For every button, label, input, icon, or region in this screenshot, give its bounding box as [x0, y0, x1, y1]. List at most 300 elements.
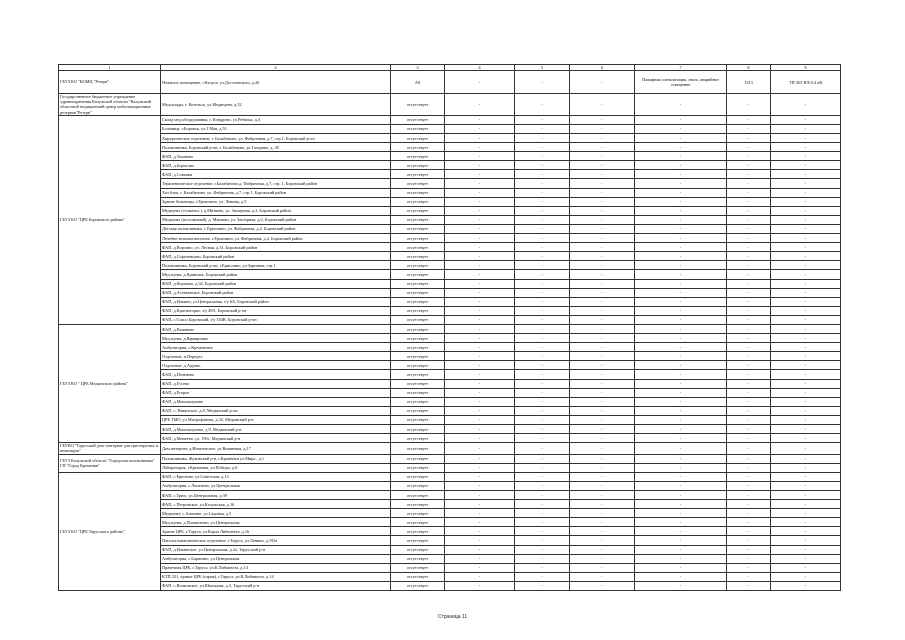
value-cell: - [515, 490, 570, 499]
table-row [59, 134, 841, 143]
value-cell: - [570, 434, 635, 443]
table-row [59, 563, 841, 572]
table-row [59, 425, 841, 434]
value-cell: - [515, 545, 570, 554]
value-cell: - [570, 306, 635, 315]
value-cell: - [515, 352, 570, 361]
table-row [59, 343, 841, 352]
value-cell: - [727, 215, 771, 224]
value-cell: - [445, 406, 515, 415]
value-cell: - [445, 545, 515, 554]
facility-cell: КТП 221, здание ЦРБ (гараж), г.Таруса, ул.К.Либкнехта, д.14 [161, 572, 391, 581]
value-cell: - [635, 454, 727, 463]
document-sheet [58, 64, 840, 591]
column-header: 2 [161, 65, 391, 71]
value-cell: - [771, 170, 841, 179]
value-cell: - [635, 179, 727, 188]
value-cell: - [515, 297, 570, 306]
value-cell: - [727, 490, 771, 499]
value-cell: - [771, 527, 841, 536]
value-cell: - [771, 261, 841, 270]
value-cell: - [771, 361, 841, 370]
status-cell: отсутствует [391, 500, 445, 509]
status-cell: отсутствует [391, 463, 445, 472]
value-cell: - [771, 563, 841, 572]
value-cell: - [635, 206, 727, 215]
value-cell: - [570, 352, 635, 361]
value-cell: - [570, 536, 635, 545]
value-cell: - [570, 71, 635, 94]
value-cell: - [515, 481, 570, 490]
value-cell: - [445, 243, 515, 252]
value-cell: - [727, 463, 771, 472]
value-cell: - [771, 243, 841, 252]
status-cell: отсутствует [391, 406, 445, 415]
page-number: Страница 11 [437, 614, 468, 620]
value-cell: - [727, 288, 771, 297]
value-cell: - [515, 415, 570, 424]
value-cell: - [445, 509, 515, 518]
status-cell: отсутствует [391, 572, 445, 581]
value-cell: - [771, 215, 841, 224]
value-cell: - [570, 188, 635, 197]
facility-cell: ФАП, д.Михеево, ул. 19бс, Медынский р-н [161, 434, 391, 443]
value-cell: - [515, 179, 570, 188]
value-cell: - [727, 518, 771, 527]
value-cell: - [727, 252, 771, 261]
status-cell: отсутствует [391, 581, 445, 590]
value-cell: - [771, 454, 841, 463]
value-cell: - [570, 315, 635, 324]
value-cell: - [570, 500, 635, 509]
organization-cell: ГБУКО "Тарусский дом- интернат для престарелых и инвалидов" [59, 443, 161, 454]
value-cell: - [727, 500, 771, 509]
value-cell: - [515, 206, 570, 215]
table-row [59, 388, 841, 397]
facility-cell: ФАП, д.Романово [161, 324, 391, 333]
status-cell: отсутствует [391, 352, 445, 361]
value-cell: - [727, 179, 771, 188]
facility-cell: Поликлиника, Жуковский р-н, г.Кремёнки ул.Мира , д.1 [161, 454, 391, 463]
value-cell: - [727, 481, 771, 490]
column-header: 4 [445, 65, 515, 71]
value-cell: - [570, 215, 635, 224]
value-cell: - [635, 352, 727, 361]
table-row [59, 324, 841, 333]
value-cell: - [570, 370, 635, 379]
value-cell: - [771, 288, 841, 297]
value-cell: - [445, 500, 515, 509]
table-row [59, 315, 841, 324]
table-row [59, 463, 841, 472]
value-cell: - [771, 415, 841, 424]
value-cell: - [570, 297, 635, 306]
table-row [59, 297, 841, 306]
value-cell: - [445, 388, 515, 397]
status-cell: отсутствует [391, 334, 445, 343]
value-cell: - [727, 581, 771, 590]
table-row [59, 206, 841, 215]
value-cell: - [515, 115, 570, 124]
value-cell: - [515, 324, 570, 333]
value-cell: - [445, 143, 515, 152]
organization-cell: Государственное бюджетное учреждение здравоохранения Калужской области "Калужский областной медицинский центр мобилизационных резервов"Резерв" [59, 94, 161, 116]
value-cell: - [445, 170, 515, 179]
table-row [59, 279, 841, 288]
status-cell: отсутствует [391, 179, 445, 188]
organization-cell: ГБУЗ КО "КОМЦ "Резерв" [59, 71, 161, 94]
value-cell: - [771, 197, 841, 206]
value-cell: - [515, 361, 570, 370]
facility-cell: Мед.пункт, д.Похвиснево, ул.Центральная [161, 518, 391, 527]
table-row [59, 270, 841, 279]
value-cell: - [771, 143, 841, 152]
value-cell: - [635, 170, 727, 179]
value-cell: - [570, 425, 635, 434]
value-cell: - [570, 518, 635, 527]
value-cell: - [445, 434, 515, 443]
table-row [59, 406, 841, 415]
value-cell: - [635, 370, 727, 379]
value-cell: - [771, 379, 841, 388]
facility-cell: Медпункт, с.Алекино, ул.Садовая, д.3 [161, 509, 391, 518]
value-cell: - [515, 306, 570, 315]
table-row [59, 472, 841, 481]
value-cell: - [771, 481, 841, 490]
status-cell: отсутствует [391, 94, 445, 116]
value-cell: - [771, 179, 841, 188]
value-cell: - [515, 518, 570, 527]
table-row [59, 124, 841, 133]
value-cell: - [635, 581, 727, 590]
status-cell: отсутствует [391, 379, 445, 388]
value-cell: - [515, 379, 570, 388]
value-cell: - [515, 188, 570, 197]
value-cell: - [727, 536, 771, 545]
facility-cell: Лечебно-вспомогательное, г.Ермолино, ул. Фабричная, д.2, Боровский район [161, 234, 391, 243]
facility-cell: Нежилое помещение, г.Калуга, ул.Достоевского, д.26 [161, 71, 391, 94]
value-cell: - [771, 443, 841, 454]
status-cell: отсутствует [391, 324, 445, 333]
status-cell: отсутствует [391, 481, 445, 490]
value-cell: - [771, 472, 841, 481]
value-cell: - [771, 343, 841, 352]
table-row [59, 252, 841, 261]
value-cell: - [515, 252, 570, 261]
value-cell: - [445, 115, 515, 124]
facility-cell: Дом интернат, д.Игнатовское, ул.Вишневая, д.17 [161, 443, 391, 454]
value-cell: - [727, 243, 771, 252]
value-cell: - [570, 388, 635, 397]
value-cell: - [635, 425, 727, 434]
column-header: 8 [727, 65, 771, 71]
facility-cell: ФАП, д.Гусево [161, 379, 391, 388]
facility-cell: Хоз.блок, г. Балабаново, ул. Фабричная, д.7, стр.1, Боровский район [161, 188, 391, 197]
value-cell: - [570, 161, 635, 170]
value-cell: - [727, 188, 771, 197]
status-cell: отсутствует [391, 288, 445, 297]
status-cell: отсутствует [391, 134, 445, 143]
value-cell: - [515, 170, 570, 179]
value-cell: 1913 [727, 71, 771, 94]
value-cell: - [771, 500, 841, 509]
status-cell: отсутствует [391, 315, 445, 324]
table-row [59, 527, 841, 536]
value-cell: - [635, 134, 727, 143]
status-cell: отсутствует [391, 454, 445, 463]
table-row [59, 434, 841, 443]
value-cell: - [771, 425, 841, 434]
value-cell: - [570, 406, 635, 415]
value-cell: - [445, 94, 515, 116]
value-cell: - [570, 454, 635, 463]
value-cell: - [635, 234, 727, 243]
status-cell: отсутствует [391, 152, 445, 161]
table-row [59, 572, 841, 581]
value-cell: - [570, 206, 635, 215]
facility-cell: ФАП, д.Ильинское, ул.Центральная, д.2а, Тарусский р-н [161, 545, 391, 554]
value-cell: - [570, 343, 635, 352]
column-header: 9 [771, 65, 841, 71]
status-cell: отсутствует [391, 472, 445, 481]
value-cell: - [515, 261, 570, 270]
value-cell: - [445, 279, 515, 288]
value-cell: - [727, 406, 771, 415]
status-cell: отсутствует [391, 425, 445, 434]
value-cell: - [570, 252, 635, 261]
value-cell: - [771, 554, 841, 563]
facility-cell: Детская поликлиника, г. Ермолино, ул. Фабричная, д.2, Боровский район [161, 224, 391, 233]
value-cell: - [771, 536, 841, 545]
value-cell: - [515, 197, 570, 206]
value-cell: - [771, 188, 841, 197]
status-cell: отсутствует [391, 188, 445, 197]
value-cell: - [727, 379, 771, 388]
value-cell: - [515, 94, 570, 116]
status-cell: отсутствует [391, 434, 445, 443]
status-cell: отсутствует [391, 527, 445, 536]
facility-cell: Терапевтическое отделение, г.Балабаново,д. Фабричная, д.7, стр. 1, Боровский район [161, 179, 391, 188]
value-cell: - [635, 443, 727, 454]
value-cell: - [727, 554, 771, 563]
value-cell: - [771, 509, 841, 518]
value-cell: - [727, 425, 771, 434]
table-row [59, 115, 841, 124]
value-cell: - [445, 415, 515, 424]
value-cell: - [635, 197, 727, 206]
value-cell: - [445, 425, 515, 434]
status-cell: отсутствует [391, 243, 445, 252]
value-cell: - [570, 490, 635, 499]
status-cell: отсутствует [391, 443, 445, 454]
value-cell: - [515, 527, 570, 536]
value-cell: - [635, 306, 727, 315]
value-cell: - [515, 334, 570, 343]
facility-cell: Отделение, п.Передел [161, 352, 391, 361]
facility-cell: ЦРБ ТМО, ул.Митрофанова, д.32, Медынский р-н [161, 415, 391, 424]
value-cell: - [727, 397, 771, 406]
status-cell: отсутствует [391, 115, 445, 124]
value-cell: - [570, 481, 635, 490]
table-row [59, 243, 841, 252]
column-header: 5 [515, 65, 570, 71]
value-cell: - [445, 306, 515, 315]
facility-cell: ФАП, д.Ворсино, ул. Лесная, д.31, Боровский район [161, 243, 391, 252]
value-cell: - [635, 518, 727, 527]
value-cell: - [727, 124, 771, 133]
value-cell: - [771, 463, 841, 472]
value-cell: - [727, 297, 771, 306]
value-cell: - [771, 434, 841, 443]
value-cell: - [727, 134, 771, 143]
value-cell: - [445, 197, 515, 206]
value-cell: - [727, 224, 771, 233]
value-cell: - [515, 152, 570, 161]
value-cell: - [515, 425, 570, 434]
facility-cell: ФАП, д.Совьяки [161, 170, 391, 179]
value-cell: - [635, 297, 727, 306]
status-cell: отсутствует [391, 509, 445, 518]
value-cell: - [570, 572, 635, 581]
status-cell: отсутствует [391, 252, 445, 261]
value-cell: - [570, 527, 635, 536]
value-cell: - [515, 370, 570, 379]
column-header: 7 [635, 65, 727, 71]
value-cell: - [771, 206, 841, 215]
value-cell: - [445, 161, 515, 170]
value-cell: - [570, 545, 635, 554]
table-row [59, 143, 841, 152]
value-cell: - [445, 554, 515, 563]
table-row [59, 152, 841, 161]
facility-cell: ФАП, с.Трюх, ул.Центральная, д.39 [161, 490, 391, 499]
value-cell: - [515, 388, 570, 397]
value-cell: - [727, 443, 771, 454]
value-cell: - [635, 161, 727, 170]
value-cell: - [445, 188, 515, 197]
value-cell: - [515, 234, 570, 243]
value-cell: - [570, 324, 635, 333]
table-row [59, 554, 841, 563]
status-cell: отсутствует [391, 124, 445, 133]
facility-cell: ФАП, д.Асеньевское, Боровский район [161, 288, 391, 297]
value-cell: - [727, 143, 771, 152]
value-cell: - [635, 215, 727, 224]
value-cell: - [445, 134, 515, 143]
facility-cell: ФАП, д.Михальчуково, д.9, Медынский р-н [161, 425, 391, 434]
value-cell: - [570, 179, 635, 188]
value-cell: - [635, 334, 727, 343]
value-cell: - [445, 454, 515, 463]
value-cell: - [771, 152, 841, 161]
table-row [59, 518, 841, 527]
value-cell: - [445, 179, 515, 188]
facility-cell: Амбулатория, с.Кременское [161, 343, 391, 352]
value-cell: - [635, 343, 727, 352]
status-cell: отсутствует [391, 143, 445, 152]
table-row [59, 379, 841, 388]
table-row [59, 161, 841, 170]
value-cell: - [727, 115, 771, 124]
facility-cell: Больница, г.Боровск, ул.1 Мая, д.51 [161, 124, 391, 133]
value-cell: - [445, 370, 515, 379]
status-cell: отсутствует [391, 261, 445, 270]
value-cell: - [570, 234, 635, 243]
value-cell: - [570, 554, 635, 563]
status-cell: отсутствует [391, 370, 445, 379]
value-cell: - [771, 161, 841, 170]
value-cell: - [727, 361, 771, 370]
value-cell: - [635, 94, 727, 116]
value-cell: - [570, 288, 635, 297]
facility-cell: Отделение, д.Адуево [161, 361, 391, 370]
value-cell: - [570, 581, 635, 590]
value-cell: - [515, 554, 570, 563]
value-cell: - [570, 270, 635, 279]
value-cell: - [727, 197, 771, 206]
value-cell: - [445, 527, 515, 536]
value-cell: - [445, 463, 515, 472]
value-cell: - [445, 124, 515, 133]
value-cell: - [445, 252, 515, 261]
facility-cell: Амбулатория, с.Барятино, ул.Центральная [161, 554, 391, 563]
value-cell: - [515, 463, 570, 472]
status-cell: отсутствует [391, 554, 445, 563]
value-cell: - [635, 463, 727, 472]
value-cell: - [570, 509, 635, 518]
value-cell: - [771, 270, 841, 279]
value-cell: - [635, 152, 727, 161]
value-cell: - [570, 463, 635, 472]
value-cell: - [570, 243, 635, 252]
value-cell: - [515, 397, 570, 406]
value-cell: - [515, 563, 570, 572]
value-cell: - [515, 143, 570, 152]
table-row [59, 509, 841, 518]
value-cell: - [515, 124, 570, 133]
value-cell: - [515, 443, 570, 454]
value-cell: - [727, 370, 771, 379]
value-cell: - [727, 415, 771, 424]
value-cell: - [635, 379, 727, 388]
value-cell: - [727, 343, 771, 352]
value-cell: - [635, 500, 727, 509]
table-row [59, 370, 841, 379]
value-cell: - [570, 279, 635, 288]
value-cell: - [771, 388, 841, 397]
value-cell: - [570, 379, 635, 388]
value-cell: - [635, 490, 727, 499]
value-cell: - [771, 397, 841, 406]
value-cell: - [515, 472, 570, 481]
value-cell: - [727, 454, 771, 463]
facility-cell: ФАП, д.Егорье [161, 388, 391, 397]
value-cell: - [445, 315, 515, 324]
organization-cell: ГБУЗ КО " ЦРБ Медынского района" [59, 324, 161, 442]
value-cell: - [515, 454, 570, 463]
value-cell: - [727, 527, 771, 536]
value-cell: - [635, 509, 727, 518]
value-cell: - [727, 545, 771, 554]
value-cell: - [727, 161, 771, 170]
facility-cell: Поликлиника, Боровский р-он, г.Ермолино, ул.Заречная, стр.1 [161, 261, 391, 270]
facility-cell: ФАП, д.Красногорье, з/у 49А, Боровский р-он [161, 306, 391, 315]
value-cell: ТП-365 ВЛ-0,4 кВ [771, 71, 841, 94]
facility-cell: ФАП, с. Никитское, д.8, Медынский р-он [161, 406, 391, 415]
value-cell: - [445, 297, 515, 306]
status-cell: отсутствует [391, 397, 445, 406]
table-row [59, 224, 841, 233]
